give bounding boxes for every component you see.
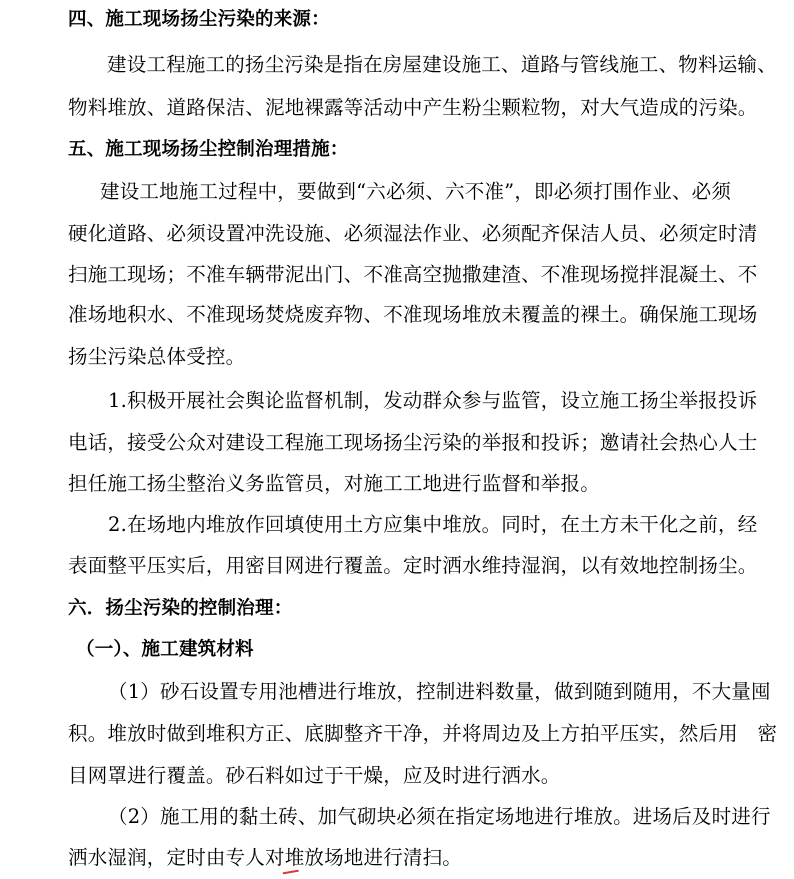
- paragraph-line: 电话，接受公众对建设工程施工现场扬尘污染的举报和投诉；邀请社会热心人士: [68, 431, 758, 454]
- paragraph-line: 建设工地施工过程中，要做到“六必须、六不准”，即必须打围作业、必须: [100, 180, 732, 203]
- red-mark-fragment: [283, 870, 300, 878]
- paragraph-line: （1）砂石设置专用池槽进行堆放，控制进料数量，做到随到随用，不大量囤: [108, 680, 771, 703]
- paragraph-line: 扫施工现场；不准车辆带泥出门、不准高空抛撒建渣、不准现场搅拌混凝土、不: [68, 263, 758, 286]
- paragraph-line: 建设工程施工的扬尘污染是指在房屋建设施工、道路与管线施工、物料运输、: [107, 53, 777, 76]
- paragraph-line: 2.在场地内堆放作回填使用土方应集中堆放。同时，在土方未干化之前，经: [108, 513, 758, 536]
- paragraph-line: 目网罩进行覆盖。砂石料如过于干燥，应及时进行洒水。: [68, 764, 561, 787]
- section-heading-5: 五、施工现场扬尘控制治理措施：: [68, 139, 349, 160]
- paragraph-line: 准场地积水、不准现场焚烧废弃物、不准现场堆放未覆盖的裸土。确保施工现场: [68, 303, 758, 326]
- paragraph-line: 硬化道路、必须设置冲洗设施、必须湿法作业、必须配齐保洁人员、必须定时清: [68, 222, 758, 245]
- paragraph-line: （2）施工用的黏土砖、加气砌块必须在指定场地进行堆放。进场后及时进行: [108, 805, 771, 828]
- paragraph-line: 担任施工扬尘整治义务监管员，对施工工地进行监督和举报。: [68, 472, 600, 495]
- paragraph-line: 积。堆放时做到堆积方正、底脚整齐干净，并将周边及上方拍平压实，然后用 密: [68, 722, 778, 745]
- section-heading-6: 六．扬尘污染的控制治理：: [68, 598, 293, 619]
- subsection-heading: （一）、施工建筑材料: [76, 639, 254, 660]
- paragraph-line: 1.积极开展社会舆论监督机制，发动群众参与监管，设立施工扬尘举报投诉: [108, 389, 758, 412]
- paragraph-line: 物料堆放、道路保洁、泥地裸露等活动中产生粉尘颗粒物，对大气造成的污染。: [68, 96, 758, 119]
- paragraph-line: 表面整平压实后，用密目网进行覆盖。定时洒水维持湿润，以有效地控制扬尘。: [68, 554, 758, 577]
- paragraph-line: 洒水湿润，定时由专人对堆放场地进行清扫。: [68, 846, 463, 869]
- paragraph-line: 扬尘污染总体受控。: [68, 345, 246, 368]
- section-heading-4: 四、施工现场扬尘污染的来源：: [68, 9, 330, 30]
